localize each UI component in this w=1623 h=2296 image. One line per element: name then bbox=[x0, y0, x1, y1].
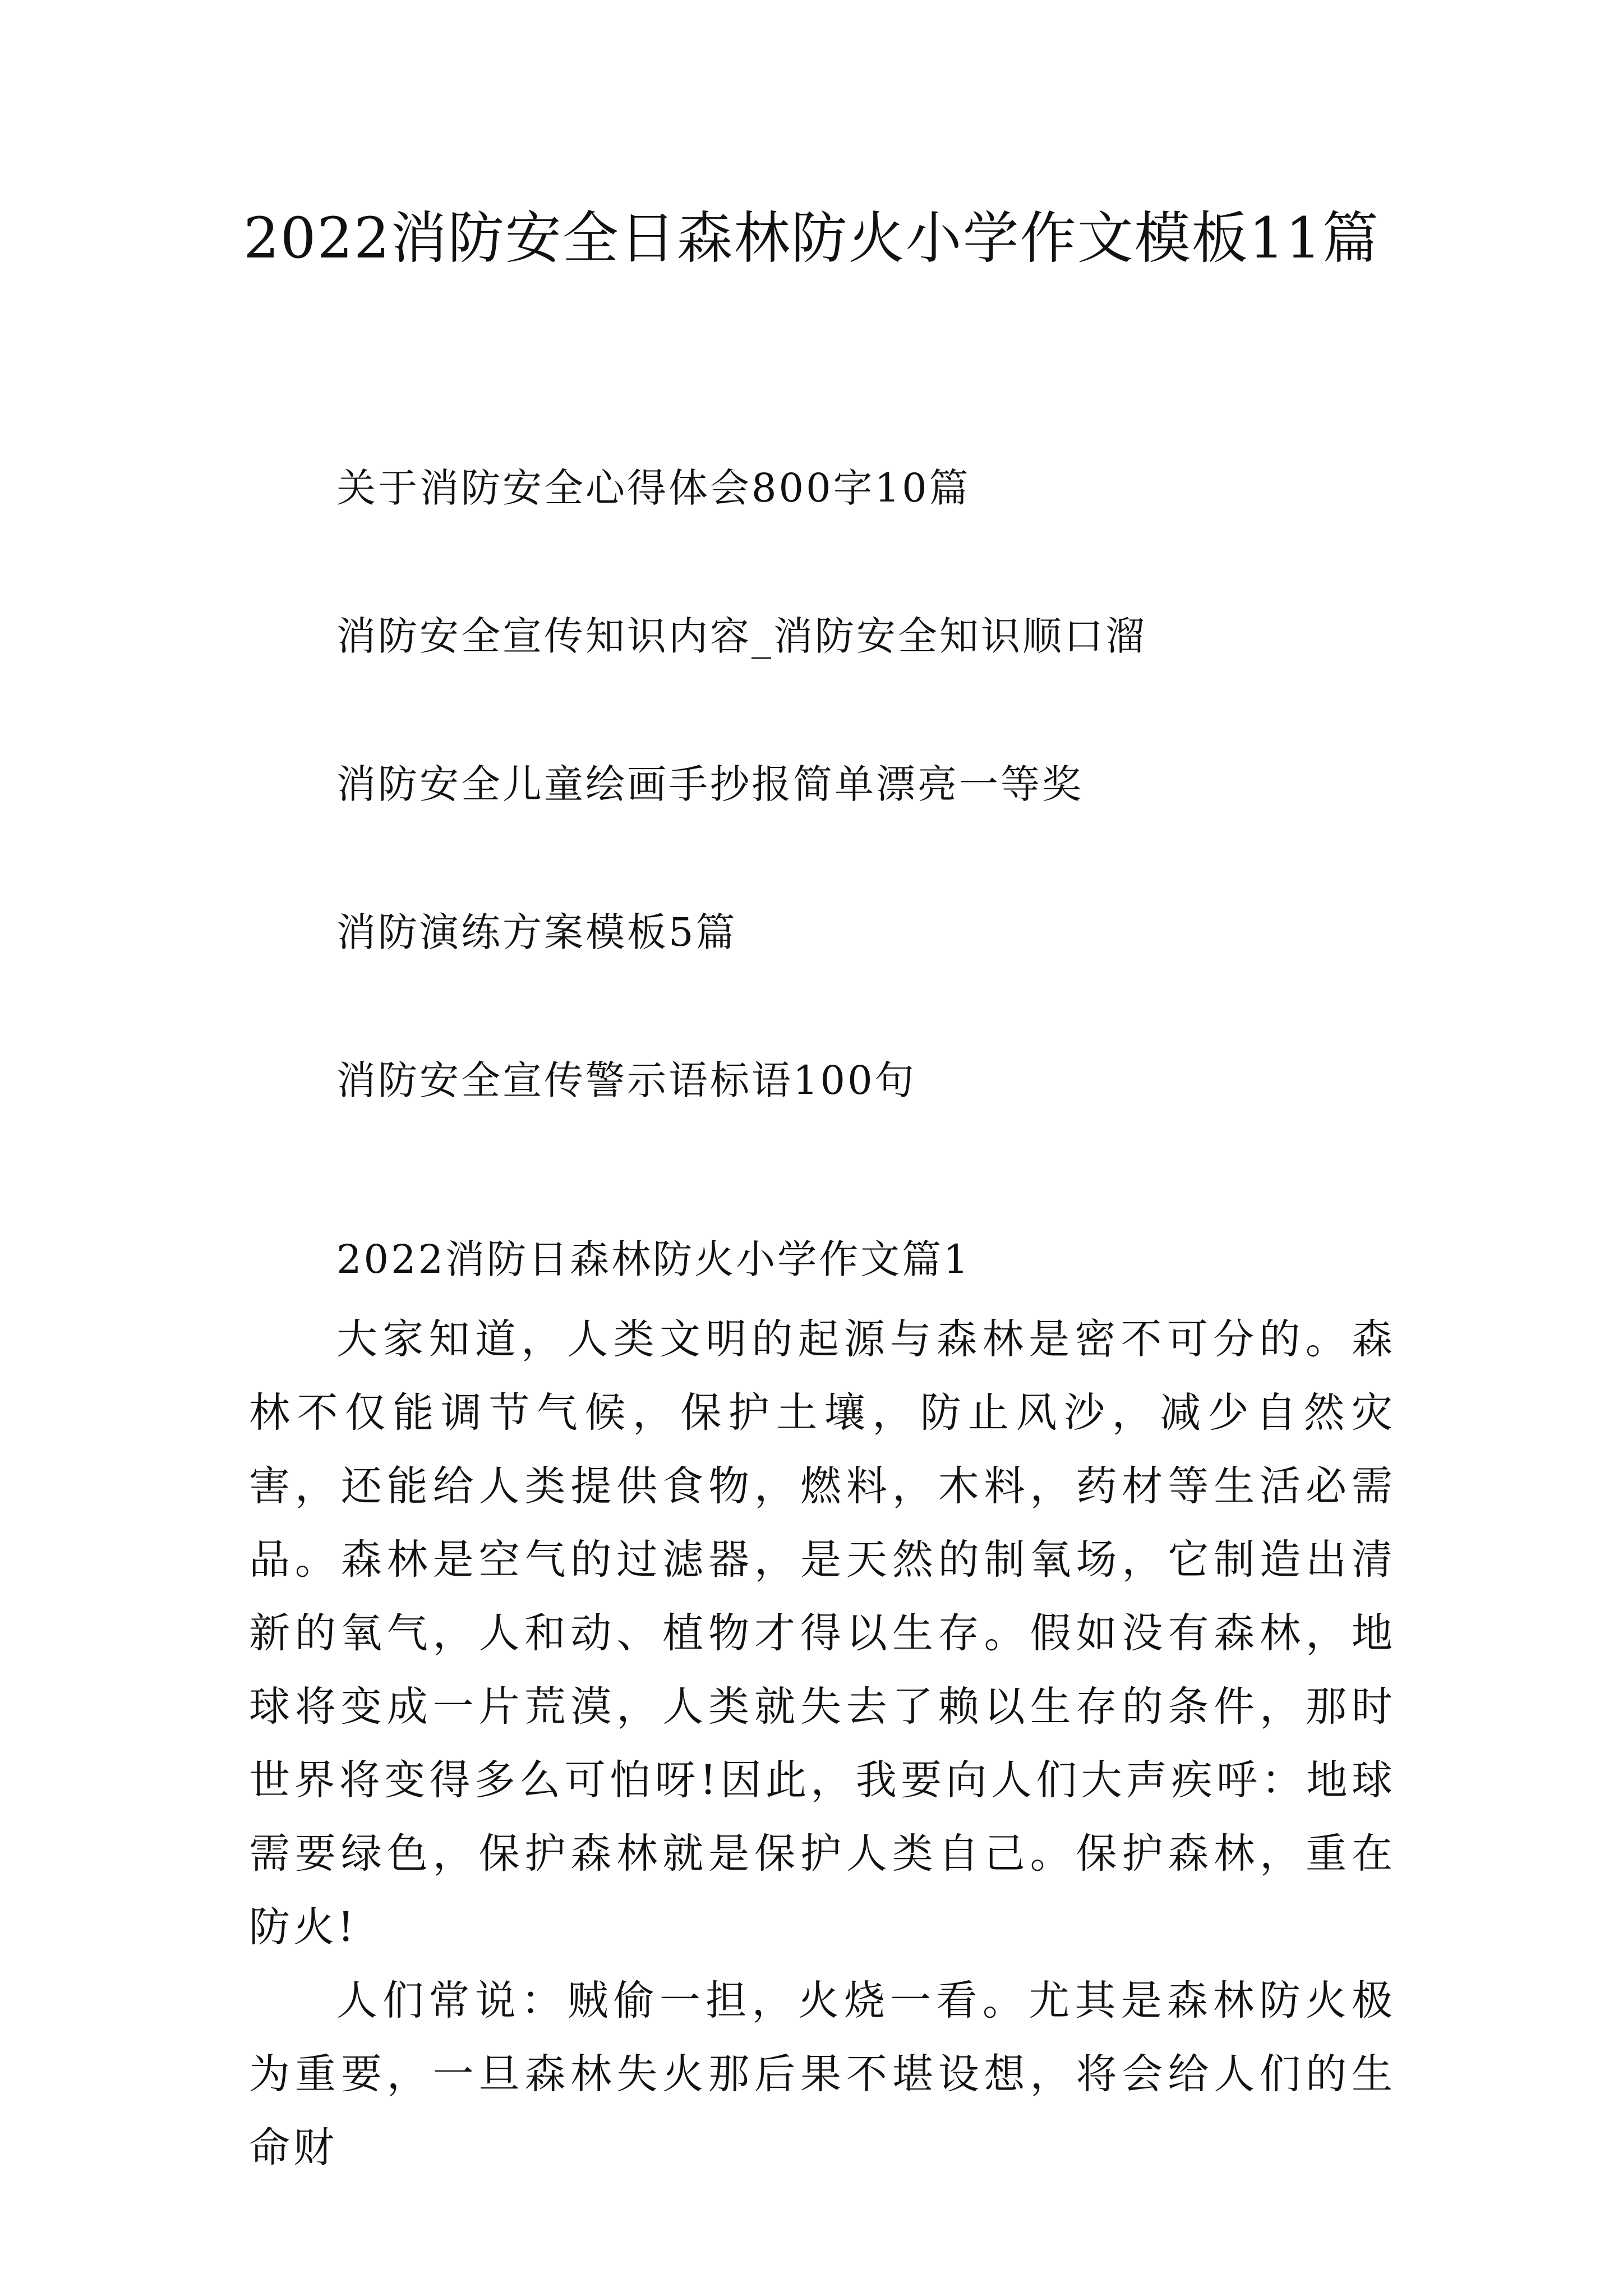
related-article-link[interactable]: 消防演练方案模板5篇 bbox=[336, 909, 737, 955]
essay-heading: 2022消防日森林防火小学作文篇1 bbox=[336, 1236, 971, 1282]
body-paragraph: 大家知道，人类文明的起源与森林是密不可分的。森林不仅能调节气候，保护土壤，防止风沙，减少自然灾害，还能给人类提供食物，燃料，木料，药材等生活必需品。森林是空气的过滤器，是天然的制氧场，它制造出清新的氧气，人和动、植物才得以生存。假如没有森林，地球将变成一片荒漠，人类就失去了赖以生存的条件，那时世界将变得多么可怕呀!因此，我要向人们大声疾呼：地球需要绿色，保护森林就是保护人类自己。保护森林，重在防火! bbox=[249, 1315, 1396, 1951]
document-title: 2022消防安全日森林防火小学作文模板11篇 bbox=[243, 205, 1380, 271]
related-article-link[interactable]: 消防安全儿童绘画手抄报简单漂亮一等奖 bbox=[336, 761, 1083, 807]
essay-body bbox=[249, 1303, 1396, 2184]
related-article-link[interactable]: 消防安全宣传知识内容_消防安全知识顺口溜 bbox=[336, 613, 1147, 659]
related-article-link[interactable]: 关于消防安全心得体会800字10篇 bbox=[336, 465, 971, 511]
related-article-link[interactable]: 消防安全宣传警示语标语100句 bbox=[336, 1057, 916, 1103]
body-paragraph: 人们常说：贼偷一担，火烧一看。尤其是森林防火极为重要，一旦森林失火那后果不堪设想，将会给人们的生命财 bbox=[249, 1977, 1396, 2171]
related-articles-list bbox=[336, 460, 1458, 1200]
